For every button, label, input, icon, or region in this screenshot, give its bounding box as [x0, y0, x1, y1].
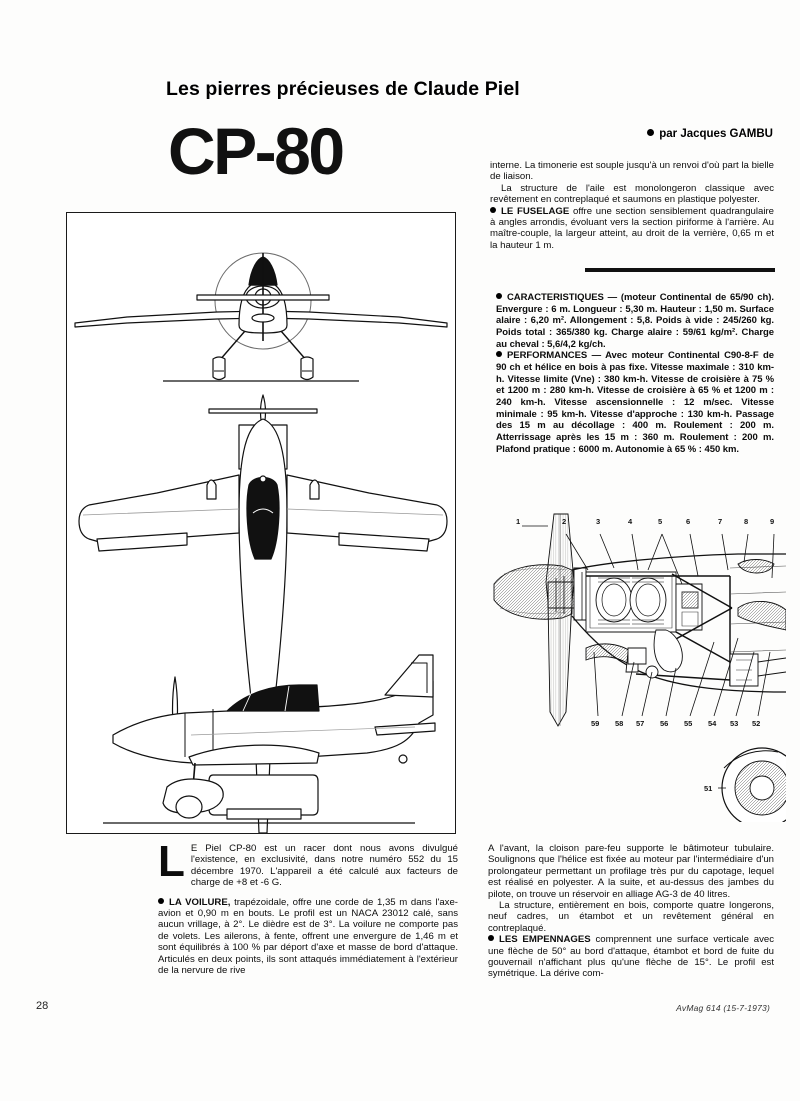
cutaway-svg — [486, 512, 786, 822]
section-lead: LES EMPENNAGES — [499, 934, 591, 946]
paragraph-body: E Piel CP-80 est un racer dont nous avons divulgué l'existence, en exclusivité, dans notre numéro 552 du 15 décembre 1970. L'appareil a été calculé aux facteurs de charge de +8 et -6 G. — [190, 843, 458, 889]
callout-55: 55 — [684, 719, 693, 728]
right-column-top — [490, 160, 774, 251]
paragraph-fuselage — [490, 206, 774, 252]
callout-6: 6 — [686, 517, 691, 526]
bullet-icon — [496, 351, 502, 357]
paragraph: interne. La timonerie est souple jusqu'à un renvoi d'où part la bielle de liaison. — [490, 160, 774, 183]
bullet-icon — [488, 935, 494, 941]
callout-51: 51 — [704, 784, 713, 793]
callout-54: 54 — [708, 719, 717, 728]
callout-59: 59 — [591, 719, 600, 728]
drop-cap: L — [158, 837, 185, 886]
paragraph-voilure — [158, 897, 458, 977]
spec-performances — [496, 350, 774, 455]
callout-57: 57 — [636, 719, 645, 728]
section-body: comprennent une surface verticale avec une flèche de 50° au bord d'attaque, étambot et bord de fuite du gouvernail n'affichant plus qu'une flèche de 15°. Le profil est symétrique. La dérive com- — [488, 934, 774, 980]
spec-caracteristiques — [496, 292, 774, 350]
callout-8: 8 — [744, 517, 749, 526]
paragraph: La structure de l'aile est monolongeron classique avec revêtement en contreplaqué et saumons en plastique polyester. — [490, 182, 774, 206]
paragraph-intro — [158, 837, 458, 889]
callout-9: 9 — [770, 517, 775, 526]
callout-56: 56 — [660, 719, 669, 728]
section-body: offre une section sensiblement quadrangulaire à angles arrondis, évoluant vers la section piriforme à l'arrière. Au maître-couple, la largeur atteint, au droit de la verrière, 0,65 m et la hauteur 1 m. — [490, 205, 774, 251]
front-view — [75, 253, 447, 381]
callout-2: 2 — [562, 517, 567, 526]
section-divider — [585, 268, 775, 272]
paragraph-empennages — [488, 934, 774, 980]
page-number: 28 — [36, 1000, 49, 1012]
callout-4: 4 — [628, 517, 633, 526]
callout-53: 53 — [730, 719, 739, 728]
spec-lead: CARACTERISTIQUES — [507, 292, 604, 303]
issue-reference: AvMag 614 (15-7-1973) — [676, 1003, 770, 1013]
three-view-drawing — [66, 212, 456, 834]
callout-52: 52 — [752, 719, 761, 728]
byline — [647, 128, 773, 140]
callout-58: 58 — [615, 719, 624, 728]
three-view-svg — [67, 213, 455, 833]
section-lead: LE FUSELAGE — [501, 205, 570, 217]
bullet-icon — [496, 293, 502, 299]
section-lead: LA VOILURE, — [169, 896, 231, 908]
specifications-box — [496, 292, 774, 455]
engine-cutaway-illustration — [486, 512, 786, 822]
left-column-bottom — [158, 837, 459, 977]
paragraph: A l'avant, la cloison pare-feu supporte le bâtimoteur tubulaire. Soulignons que l'hélice est fixée au moteur par l'intermédiaire d'un prolongateur permettant un profilage très pur du capotage, lequel est réalisé en polyester. A la suite, et au-dessus des jambes du pilote, on trouve un réservoir en alliage AG-3 de 40 litres. — [488, 843, 774, 900]
plan-view — [79, 395, 447, 833]
paragraph: La structure, entièrement en bois, comporte quatre longerons, neuf cadres, un étambot et un revêtement général en contreplaqué. — [488, 900, 774, 934]
callout-7: 7 — [718, 517, 723, 526]
spec-body: — Avec moteur Continental C90-8-F de 90 ch et hélice en bois à pas fixe. Vitesse maximale : 310 km-h. Vitesse limite (Vne) : 380 km-h. Vitesse de croisière à 75 % et 1200 m : 280 km-h. Vitesse de croisière à 65 % et 1200 m : 240 km-h. Vitesse ascensionnelle : 12 m/sec. Vitesse minimale : 95 km-h. Vitesse d'approche : 130 km-h. Passage des 15 m au décollage : 400 m. Roulement : 200 m. Atterrissage après les 15 m : 360 m. Roulement : 200 m. Plafond pratique : 6000 m. Autonomie à 65 % : 450 km. — [496, 350, 774, 455]
bullet-icon — [490, 207, 496, 213]
section-body: trapézoidale, offre une corde de 1,35 m dans l'axe-avion et 0,90 m en bouts. Le profil est un NACA 23012 calé, sans aucun vrillage, à 2°. Le dièdre est de 3°. La voilure ne comporte pas de volets. Les ailerons, à fente, offrent une envergure de 1,46 m et sont équilibrés à 100 % par déport d'axe et masse de bord d'attaque. Articulés en deux points, ils sont attaqués immédiatement à l'extérieur de la nervure de rive — [158, 896, 459, 977]
callout-3: 3 — [596, 517, 601, 526]
article-kicker: Les pierres précieuses de Claude Piel — [166, 78, 520, 100]
spec-body: — (moteur Continental de 65/90 ch). Envergure : 6 m. Longueur : 5,30 m. Hauteur : 1,50 m. Surface alaire : 6,20 m². Allongement : 5,8. Poids à vide : 245/260 kg. Poids total : 365/380 kg. Charge alaire : 59/61 kg/m². Charge au cheval : 5,6/4,2 kg/ch. — [496, 292, 774, 350]
callout-5: 5 — [658, 517, 663, 526]
bullet-icon — [158, 898, 164, 904]
byline-text: par Jacques GAMBU — [659, 128, 773, 140]
bullet-icon — [647, 129, 654, 136]
right-column-bottom — [488, 843, 774, 980]
page-title: CP-80 — [168, 114, 343, 188]
spec-lead: PERFORMANCES — [507, 350, 588, 362]
callout-1: 1 — [516, 517, 521, 526]
